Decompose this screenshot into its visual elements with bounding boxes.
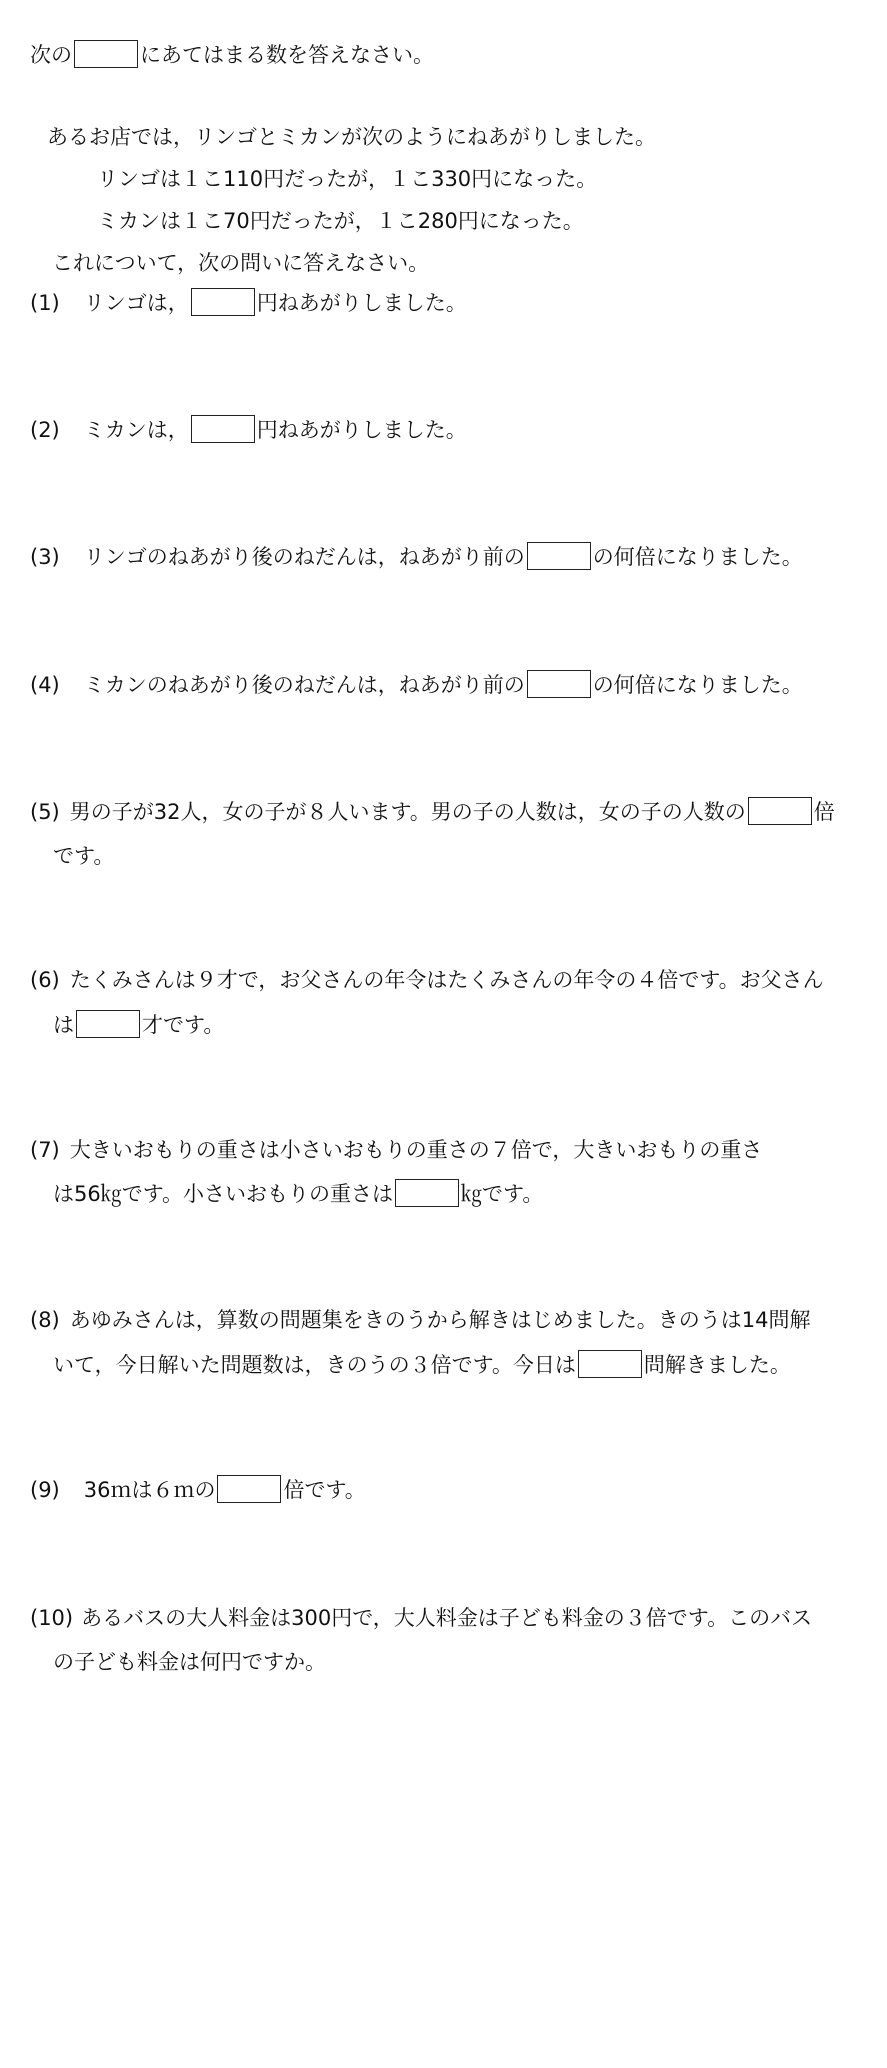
question-text-after: 円ねあがりしました。 xyxy=(256,418,467,442)
question-1 xyxy=(30,288,467,318)
question-4 xyxy=(30,670,803,700)
question-text-before: ミカンは， xyxy=(83,418,189,442)
question-text-before: ミカンのねあがり後のねだんは，ねあがり前の xyxy=(83,673,525,697)
question-8-continuation xyxy=(53,1350,791,1380)
answer-box-example xyxy=(74,40,138,68)
question-text-after: 倍 xyxy=(813,800,835,824)
answer-box-1[interactable] xyxy=(191,288,255,316)
question-number: (1) xyxy=(30,291,60,315)
answer-box-8[interactable] xyxy=(578,1350,642,1378)
question-text-after: の何倍になりました。 xyxy=(592,673,803,697)
intro-lead: あるお店では，リンゴとミカンが次のようにねあがりしました。 xyxy=(47,125,656,149)
question-text-before: は56㎏です。小さいおもりの重さは xyxy=(53,1182,394,1206)
intro-follow: これについて，次の問いに答えなさい。 xyxy=(52,251,430,275)
question-number: (9) xyxy=(30,1478,60,1502)
answer-box-9[interactable] xyxy=(217,1475,281,1503)
answer-box-6[interactable] xyxy=(76,1010,140,1038)
question-number: (4) xyxy=(30,673,60,697)
question-7-continuation xyxy=(53,1179,543,1209)
instruction-before: 次の xyxy=(30,43,72,67)
instruction-after: にあてはまる数を答えなさい。 xyxy=(140,43,434,67)
answer-box-7[interactable] xyxy=(395,1179,459,1207)
question-text-line1: あるバスの大人料金は300円で，大人料金は子ども料金の３倍です。このバス xyxy=(81,1606,813,1630)
question-number: (8) xyxy=(30,1308,60,1332)
question-8 xyxy=(30,1305,810,1335)
question-9 xyxy=(30,1475,366,1505)
question-text-after: 才です。 xyxy=(142,1013,225,1037)
question-number: (5) xyxy=(30,800,60,824)
question-text-after: 問解きました。 xyxy=(643,1353,791,1377)
question-number: (6) xyxy=(30,968,60,992)
question-text-before: 36ｍは６ｍの xyxy=(83,1478,216,1502)
question-5 xyxy=(30,797,835,827)
question-10 xyxy=(30,1603,812,1633)
question-text-after: ㎏です。 xyxy=(461,1182,544,1206)
intro-apple: リンゴは１こ110円だったが，１こ330円になった。 xyxy=(97,167,598,191)
question-text-before: いて，今日解いた問題数は，きのうの３倍です。今日は xyxy=(53,1353,576,1377)
question-text-line1: たくみさんは９才で，お父さんの年令はたくみさんの年令の４倍です。お父さん xyxy=(69,968,824,992)
question-number: (3) xyxy=(30,545,60,569)
question-text-before: リンゴのねあがり後のねだんは，ねあがり前の xyxy=(83,545,525,569)
question-text-after: 円ねあがりしました。 xyxy=(256,291,467,315)
intro-mikan: ミカンは１こ70円だったが，１こ280円になった。 xyxy=(97,209,584,233)
question-6-continuation xyxy=(53,1010,224,1040)
question-number: (10) xyxy=(30,1606,74,1630)
question-text-after: の何倍になりました。 xyxy=(592,545,803,569)
question-text-after: 倍です。 xyxy=(283,1478,366,1502)
question-text-before: 男の子が32人，女の子が８人います。男の子の人数は，女の子の人数の xyxy=(69,800,746,824)
question-6 xyxy=(30,965,824,995)
question-7 xyxy=(30,1135,762,1165)
question-text-line1: 大きいおもりの重さは小さいおもりの重さの７倍で，大きいおもりの重さ xyxy=(69,1138,763,1162)
question-text-before: リンゴは， xyxy=(83,291,189,315)
question-number: (7) xyxy=(30,1138,60,1162)
answer-box-2[interactable] xyxy=(191,415,255,443)
answer-box-5[interactable] xyxy=(748,797,812,825)
question-5-continuation: です。 xyxy=(53,844,115,868)
question-number: (2) xyxy=(30,418,60,442)
question-text-before: は xyxy=(53,1013,74,1037)
answer-box-4[interactable] xyxy=(527,670,591,698)
question-3 xyxy=(30,542,803,572)
instruction-line xyxy=(30,40,434,70)
question-text-line1: あゆみさんは，算数の問題集をきのうから解きはじめました。きのうは14問解 xyxy=(69,1308,811,1332)
question-2 xyxy=(30,415,467,445)
answer-box-3[interactable] xyxy=(527,542,591,570)
question-10-continuation: の子ども料金は何円ですか。 xyxy=(53,1650,326,1674)
